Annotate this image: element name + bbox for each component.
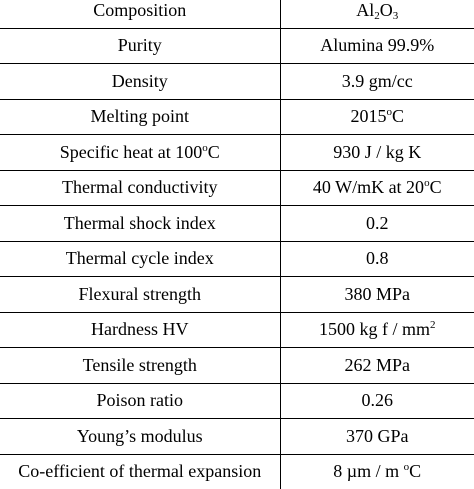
value-text: 1500 kg f / mm <box>319 319 430 340</box>
property-text: Specific heat at 100 <box>59 141 203 162</box>
value-cell: 0.2 <box>280 206 474 242</box>
table-row <box>0 28 474 64</box>
value-text: 2015 <box>350 106 387 127</box>
table-row <box>0 383 474 419</box>
value-cell: 930 J / kg K <box>280 135 474 171</box>
superscript: o <box>202 141 208 154</box>
value-cell: 0.26 <box>280 383 474 419</box>
value-cell <box>280 454 474 489</box>
property-cell: Thermal shock index <box>0 206 280 242</box>
table-row <box>0 135 474 171</box>
subscript: 3 <box>392 9 399 22</box>
table-row <box>0 348 474 384</box>
superscript: o <box>386 106 392 119</box>
value-text: 40 W/mK at 20 <box>312 177 425 198</box>
value-text: 8 µm / m <box>333 461 404 482</box>
superscript: 2 <box>430 319 436 332</box>
value-cell: 3.9 gm/cc <box>280 64 474 100</box>
table-row <box>0 277 474 313</box>
table-row <box>0 64 474 100</box>
property-cell: Poison ratio <box>0 383 280 419</box>
table-row <box>0 99 474 135</box>
value-cell: 380 MPa <box>280 277 474 313</box>
value-cell <box>280 0 474 28</box>
property-cell: Thermal cycle index <box>0 241 280 277</box>
property-cell: Hardness HV <box>0 312 280 348</box>
table-row <box>0 419 474 455</box>
property-cell: Co-efficient of thermal expansion <box>0 454 280 489</box>
property-cell: Thermal conductivity <box>0 170 280 206</box>
property-cell: Melting point <box>0 99 280 135</box>
value-cell: 370 GPa <box>280 419 474 455</box>
property-cell: Composition <box>0 0 280 28</box>
table-row <box>0 170 474 206</box>
value-cell <box>280 170 474 206</box>
property-cell <box>0 135 280 171</box>
table-row <box>0 312 474 348</box>
property-cell: Young’s modulus <box>0 419 280 455</box>
property-cell: Tensile strength <box>0 348 280 384</box>
value-text: O <box>379 0 393 20</box>
value-text: C <box>409 461 422 482</box>
value-text: C <box>429 177 442 198</box>
value-cell <box>280 312 474 348</box>
superscript: o <box>424 177 430 190</box>
value-cell <box>280 99 474 135</box>
superscript: o <box>403 461 410 474</box>
table-row <box>0 241 474 277</box>
property-cell: Purity <box>0 28 280 64</box>
value-text: Al <box>356 0 375 20</box>
table-row <box>0 0 474 28</box>
table-row <box>0 454 474 489</box>
property-cell: Flexural strength <box>0 277 280 313</box>
value-cell: 0.8 <box>280 241 474 277</box>
property-text: C <box>207 141 220 162</box>
value-cell: Alumina 99.9% <box>280 28 474 64</box>
subscript: 2 <box>374 9 380 22</box>
property-cell: Density <box>0 64 280 100</box>
table-row <box>0 206 474 242</box>
value-text: C <box>391 106 404 127</box>
value-cell: 262 MPa <box>280 348 474 384</box>
